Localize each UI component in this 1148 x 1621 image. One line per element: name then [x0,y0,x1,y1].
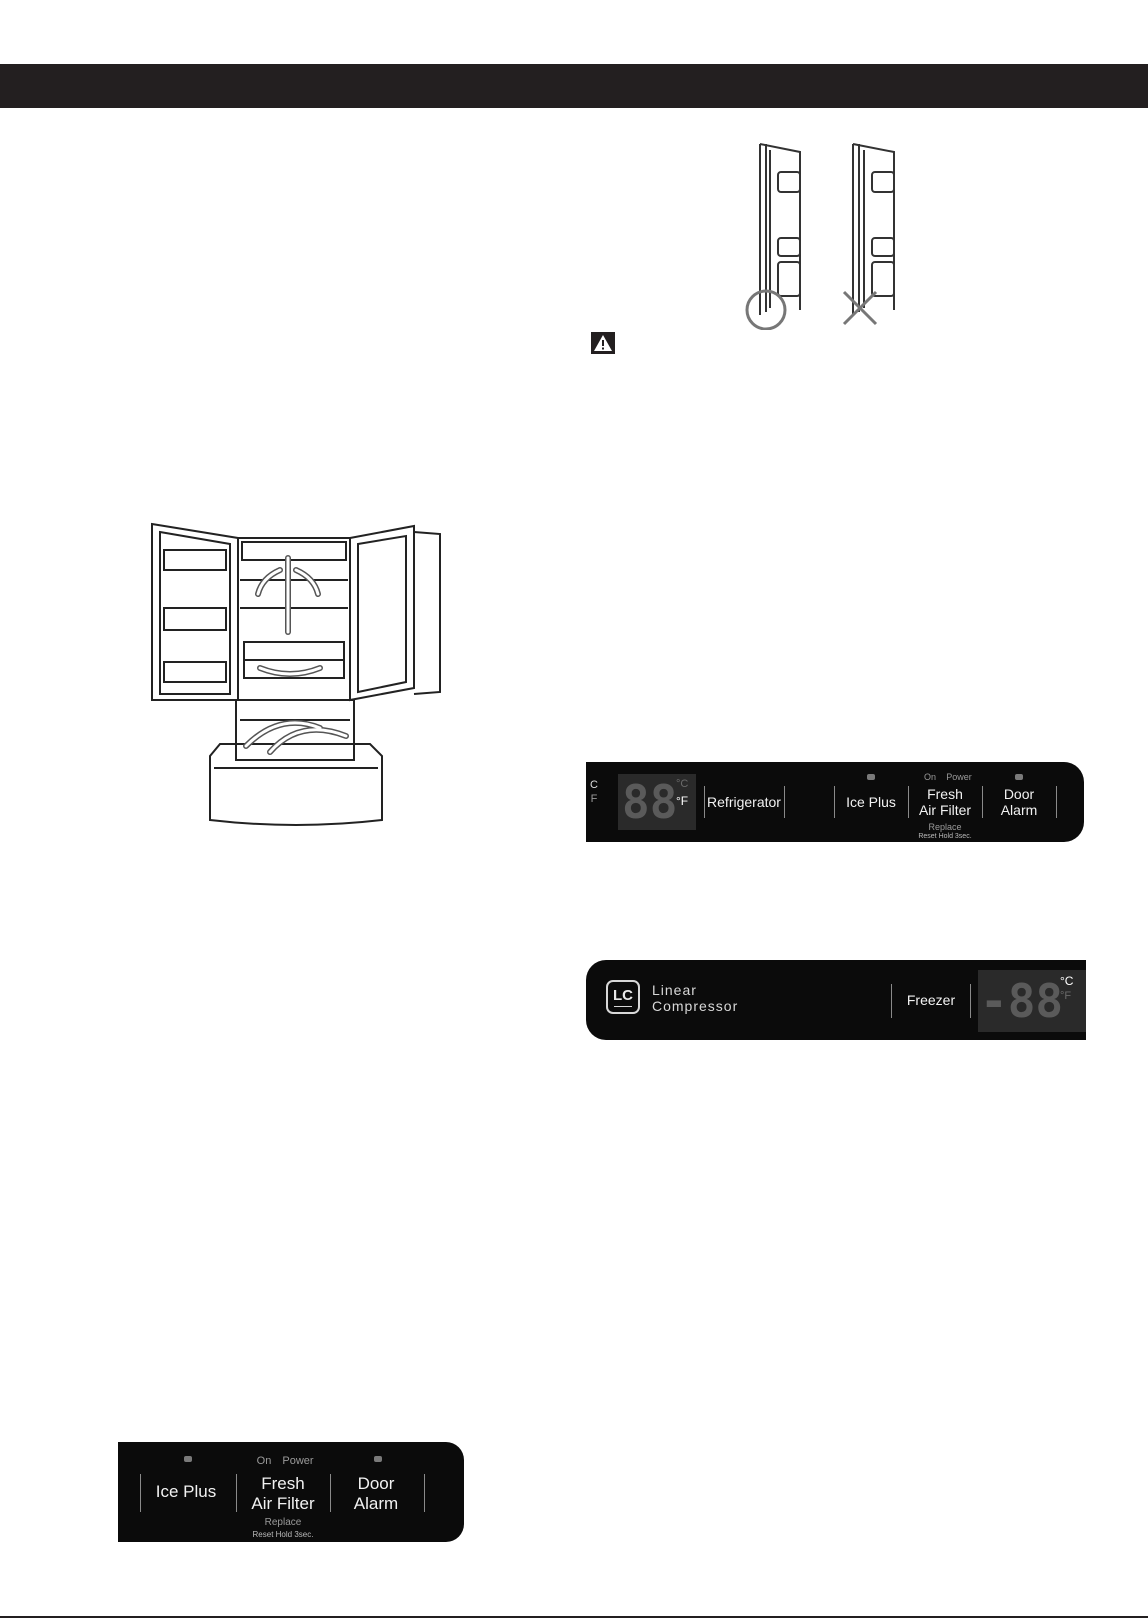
freezer-control-panel [586,960,1086,1040]
refrigerator-button[interactable]: Refrigerator [707,794,781,810]
reset-hold-label: Reset Hold 3sec. [918,833,972,840]
unit-f: °F [676,794,689,808]
unit-f-left: F [590,793,598,805]
fresh-air-filter-line2[interactable]: Air Filter [251,1494,315,1513]
replace-label: Replace [264,1517,302,1528]
warning-triangle-icon [591,332,615,354]
power-label: Power [946,772,972,782]
fresh-air-filter-line2[interactable]: Air Filter [918,802,972,818]
ice-plus-button[interactable]: Ice Plus [155,1482,217,1501]
replace-label: Replace [928,822,962,832]
on-label: On [256,1455,272,1467]
refrigerator-airflow-illustration [150,522,450,827]
ice-plus-indicator [184,1456,192,1462]
door-correct-drawing [760,144,800,315]
power-label: Power [282,1455,314,1467]
lc-logo-icon: LC [606,980,640,1014]
temperature-display [618,774,696,830]
freezer-button[interactable]: Freezer [906,992,956,1008]
door-alarm-line1[interactable]: Door [1003,786,1035,802]
unit-c-left: C [590,779,598,791]
ice-plus-indicator [867,774,875,780]
freezer-temperature-digits: -88 [980,974,1064,1028]
door-incorrect-drawing [853,144,894,315]
door-gasket-illustration [740,140,900,330]
compressor-label: Compressor [652,998,739,1014]
on-label: On [923,772,936,782]
refrigerator-control-panel [586,762,1084,842]
fresh-air-filter-line1[interactable]: Fresh [261,1474,305,1493]
temperature-digits: 88 [622,775,678,829]
door-alarm-line2[interactable]: Alarm [1000,802,1038,818]
reset-hold-label: Reset Hold 3sec. [252,1530,314,1539]
footer-rule [0,1616,1148,1618]
right-door [350,526,414,700]
door-alarm-indicator [1015,774,1023,780]
ice-plus-button[interactable]: Ice Plus [846,794,896,810]
unit-c: °C [676,778,689,790]
door-alarm-line1[interactable]: Door [357,1474,395,1493]
freezer-temperature-display [978,970,1086,1032]
lower-control-panel [118,1442,464,1542]
freezer-unit-c: °C [1060,974,1074,988]
section-header-bar [0,64,1148,108]
fresh-air-filter-line1[interactable]: Fresh [927,786,963,802]
door-alarm-line2[interactable]: Alarm [353,1494,399,1513]
door-alarm-indicator [374,1456,382,1462]
linear-label: Linear [652,982,697,998]
freezer-unit-f: °F [1060,990,1072,1002]
